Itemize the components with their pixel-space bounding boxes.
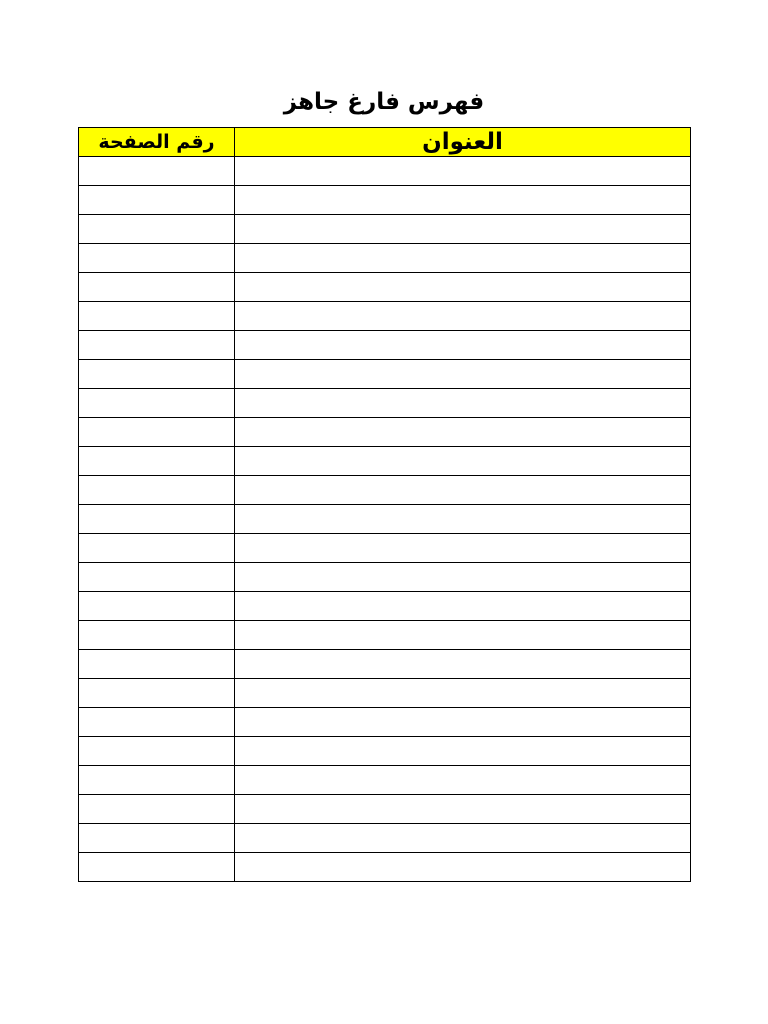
table-row [79,186,691,215]
table-row [79,273,691,302]
title-cell[interactable] [235,505,691,534]
table-row [79,244,691,273]
title-cell[interactable] [235,273,691,302]
table-row [79,157,691,186]
page-number-cell[interactable] [79,360,235,389]
table-row [79,679,691,708]
page-number-cell[interactable] [79,563,235,592]
title-cell[interactable] [235,534,691,563]
page-number-header: رقم الصفحة [79,128,235,157]
page-number-cell[interactable] [79,621,235,650]
title-cell[interactable] [235,186,691,215]
page-number-cell[interactable] [79,592,235,621]
page-number-cell[interactable] [79,389,235,418]
page-number-cell[interactable] [79,476,235,505]
page-number-cell[interactable] [79,708,235,737]
table-row [79,853,691,882]
page-number-cell[interactable] [79,795,235,824]
table-row [79,592,691,621]
page-number-cell[interactable] [79,418,235,447]
title-cell[interactable] [235,302,691,331]
table-header-row [79,128,691,157]
title-cell[interactable] [235,737,691,766]
title-cell[interactable] [235,679,691,708]
table-row [79,766,691,795]
index-table [78,127,691,882]
title-header: العنوان [235,128,691,157]
page-number-cell[interactable] [79,534,235,563]
page-number-cell[interactable] [79,186,235,215]
title-cell[interactable] [235,563,691,592]
table-row [79,708,691,737]
title-cell[interactable] [235,244,691,273]
title-cell[interactable] [235,592,691,621]
page-number-cell[interactable] [79,679,235,708]
title-cell[interactable] [235,389,691,418]
page-number-cell[interactable] [79,331,235,360]
table-row [79,389,691,418]
table-row [79,447,691,476]
title-cell[interactable] [235,853,691,882]
table-row [79,360,691,389]
title-cell[interactable] [235,476,691,505]
page-number-cell[interactable] [79,215,235,244]
table-row [79,824,691,853]
table-row [79,795,691,824]
table-row [79,476,691,505]
title-cell[interactable] [235,708,691,737]
table-row [79,418,691,447]
page-number-cell[interactable] [79,824,235,853]
title-cell[interactable] [235,215,691,244]
page-number-cell[interactable] [79,766,235,795]
page-number-cell[interactable] [79,273,235,302]
page-number-cell[interactable] [79,853,235,882]
table-row [79,331,691,360]
title-cell[interactable] [235,795,691,824]
table-row [79,650,691,679]
title-cell[interactable] [235,331,691,360]
page-number-cell[interactable] [79,302,235,331]
page-number-cell[interactable] [79,505,235,534]
title-cell[interactable] [235,447,691,476]
title-cell[interactable] [235,360,691,389]
table-row [79,621,691,650]
table-row [79,737,691,766]
table-row [79,505,691,534]
title-cell[interactable] [235,157,691,186]
page-number-cell[interactable] [79,244,235,273]
title-cell[interactable] [235,824,691,853]
table-row [79,563,691,592]
page-number-cell[interactable] [79,650,235,679]
title-cell[interactable] [235,418,691,447]
title-cell[interactable] [235,766,691,795]
page-number-cell[interactable] [79,737,235,766]
table-row [79,215,691,244]
title-cell[interactable] [235,650,691,679]
title-cell[interactable] [235,621,691,650]
page-title: فهرس فارغ جاهز [283,89,485,115]
page-number-cell[interactable] [79,157,235,186]
page-number-cell[interactable] [79,447,235,476]
table-row [79,302,691,331]
table-row [79,534,691,563]
